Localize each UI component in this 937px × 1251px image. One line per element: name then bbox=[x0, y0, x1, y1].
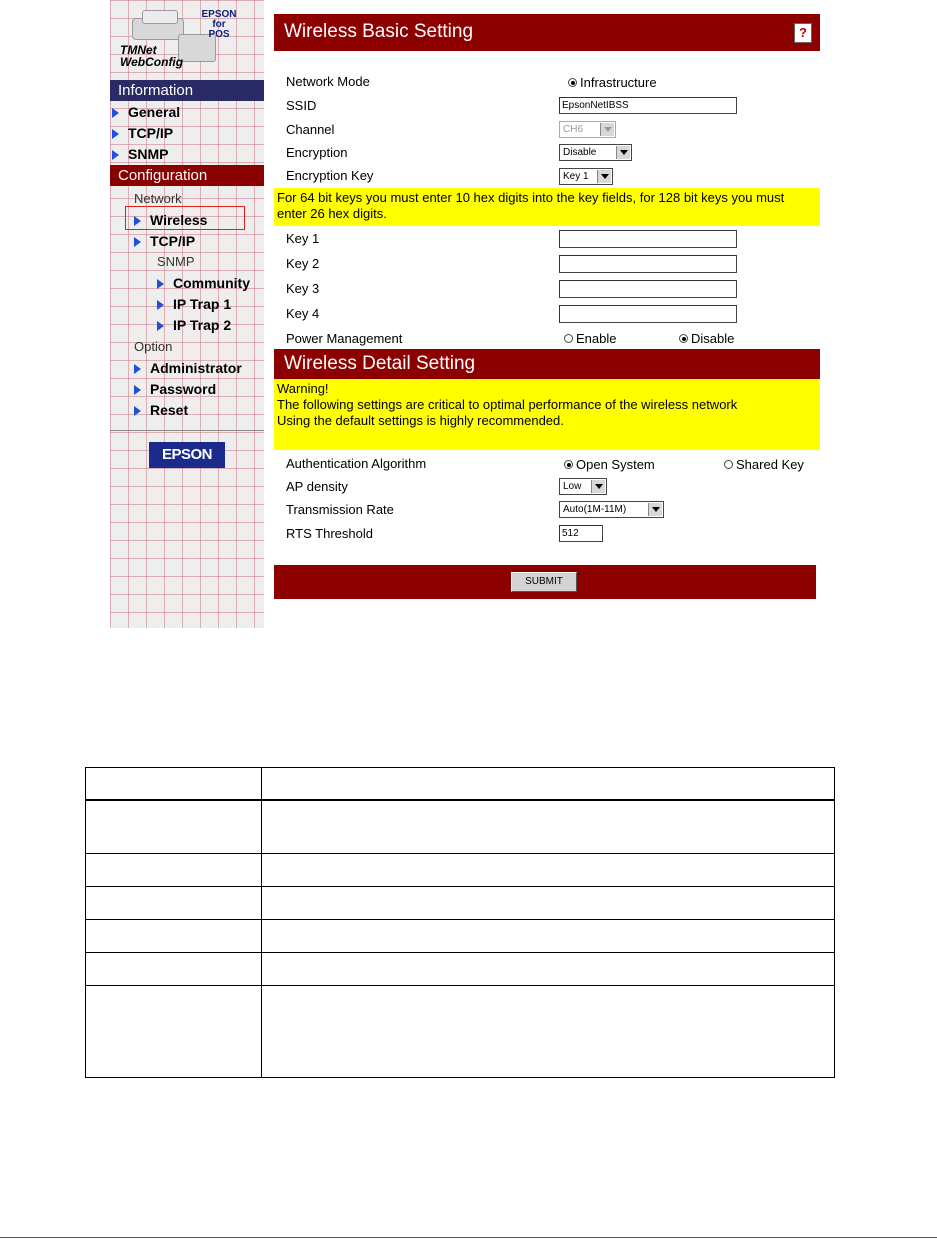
nav-arrow-icon bbox=[157, 300, 164, 310]
wireless-detail-banner: Wireless Detail Setting bbox=[274, 349, 820, 379]
sidebar-divider bbox=[110, 430, 264, 431]
ssid-input[interactable]: EpsonNetIBSS bbox=[559, 97, 737, 114]
page-title: Wireless Basic Setting bbox=[284, 21, 474, 42]
webconfig-screenshot bbox=[110, 0, 830, 628]
table-cell bbox=[262, 953, 835, 986]
power-disable-radio[interactable]: Disable bbox=[679, 331, 734, 347]
network-mode-label: Network Mode bbox=[286, 74, 370, 89]
dropdown-arrow-icon bbox=[648, 503, 662, 516]
table-cell bbox=[262, 920, 835, 953]
nav-arrow-icon bbox=[134, 216, 141, 226]
table-cell bbox=[86, 953, 262, 986]
auth-shared-key-radio[interactable]: Shared Key bbox=[724, 457, 804, 473]
nav-general[interactable]: General bbox=[112, 104, 180, 120]
table-cell bbox=[86, 986, 262, 1078]
epson-logo[interactable]: EPSON bbox=[149, 442, 225, 468]
nav-config-tcpip[interactable]: TCP/IP bbox=[134, 233, 195, 249]
nav-administrator[interactable]: Administrator bbox=[134, 360, 242, 376]
nav-arrow-icon bbox=[112, 108, 119, 118]
snmp-label: SNMP bbox=[157, 254, 195, 269]
encryption-label: Encryption bbox=[286, 145, 348, 160]
nav-arrow-icon bbox=[134, 364, 141, 374]
channel-label: Channel bbox=[286, 122, 335, 137]
network-mode-infrastructure-radio[interactable]: Infrastructure bbox=[568, 75, 657, 91]
network-label: Network bbox=[134, 191, 182, 206]
nav-arrow-icon bbox=[112, 129, 119, 139]
nav-arrow-icon bbox=[112, 150, 119, 160]
table-row bbox=[86, 986, 835, 1078]
settings-description-table bbox=[85, 767, 835, 1078]
power-enable-radio[interactable]: Enable bbox=[564, 331, 616, 347]
wireless-basic-banner bbox=[274, 14, 820, 51]
radio-unchecked-icon bbox=[564, 334, 573, 343]
warning-line: The following settings are critical to optimal performance of the wireless network bbox=[277, 397, 738, 412]
radio-checked-icon bbox=[568, 78, 577, 87]
nav-info-tcpip[interactable]: TCP/IP bbox=[112, 125, 173, 141]
table-cell bbox=[262, 768, 835, 800]
nav-reset[interactable]: Reset bbox=[134, 402, 188, 418]
information-header: Information bbox=[110, 80, 264, 101]
nav-community[interactable]: Community bbox=[157, 275, 250, 291]
table-cell bbox=[262, 986, 835, 1078]
ap-density-select[interactable]: Low bbox=[559, 478, 607, 495]
table-cell bbox=[86, 800, 262, 854]
nav-wireless[interactable]: Wireless bbox=[134, 212, 207, 228]
key2-input[interactable] bbox=[559, 255, 737, 273]
dropdown-arrow-icon bbox=[600, 123, 614, 136]
nav-ip-trap-2[interactable]: IP Trap 2 bbox=[157, 317, 231, 333]
nav-arrow-icon bbox=[134, 237, 141, 247]
radio-unchecked-icon bbox=[724, 460, 733, 469]
key4-label: Key 4 bbox=[286, 306, 320, 321]
table-cell bbox=[86, 768, 262, 800]
table-cell bbox=[86, 887, 262, 920]
key1-label: Key 1 bbox=[286, 231, 320, 246]
table-cell bbox=[262, 887, 835, 920]
help-icon[interactable]: ? bbox=[794, 23, 812, 43]
table-row bbox=[86, 887, 835, 920]
hex-digits-note: For 64 bit keys you must enter 10 hex digits into the key fields, for 128 bit keys you must enter 26 hex digits. bbox=[274, 188, 820, 226]
dropdown-arrow-icon bbox=[597, 170, 611, 183]
transmission-rate-select[interactable]: Auto(1M-11M) bbox=[559, 501, 664, 518]
nav-password[interactable]: Password bbox=[134, 381, 216, 397]
transmission-rate-label: Transmission Rate bbox=[286, 502, 394, 517]
radio-checked-icon bbox=[564, 460, 573, 469]
nav-arrow-icon bbox=[134, 385, 141, 395]
table-cell bbox=[86, 920, 262, 953]
table-header-row bbox=[86, 768, 835, 800]
key2-label: Key 2 bbox=[286, 256, 320, 271]
table-row bbox=[86, 953, 835, 986]
dropdown-arrow-icon bbox=[616, 146, 630, 159]
configuration-header: Configuration bbox=[110, 165, 264, 186]
nav-arrow-icon bbox=[157, 321, 164, 331]
radio-checked-icon bbox=[679, 334, 688, 343]
table-cell bbox=[262, 854, 835, 887]
warning-note bbox=[274, 379, 820, 450]
table-cell bbox=[262, 800, 835, 854]
table-cell bbox=[86, 854, 262, 887]
channel-select[interactable]: CH6 bbox=[559, 121, 616, 138]
table-row bbox=[86, 800, 835, 854]
dropdown-arrow-icon bbox=[591, 480, 605, 493]
ap-density-label: AP density bbox=[286, 479, 348, 494]
nav-info-snmp[interactable]: SNMP bbox=[112, 146, 168, 162]
rts-threshold-label: RTS Threshold bbox=[286, 526, 373, 541]
table-row bbox=[86, 920, 835, 953]
key4-input[interactable] bbox=[559, 305, 737, 323]
key3-label: Key 3 bbox=[286, 281, 320, 296]
auth-open-system-radio[interactable]: Open System bbox=[564, 457, 655, 473]
encryption-key-select[interactable]: Key 1 bbox=[559, 168, 613, 185]
tmnet-webconfig-logo: EPSON for POS TMNet WebConfig bbox=[120, 9, 237, 69]
ssid-label: SSID bbox=[286, 98, 317, 113]
encryption-select[interactable]: Disable bbox=[559, 144, 632, 161]
key3-input[interactable] bbox=[559, 280, 737, 298]
submit-button[interactable]: SUBMIT bbox=[511, 572, 577, 592]
sidebar bbox=[110, 0, 264, 628]
table-row bbox=[86, 854, 835, 887]
key1-input[interactable] bbox=[559, 230, 737, 248]
submit-bar bbox=[274, 565, 816, 599]
warning-line: Using the default settings is highly recommended. bbox=[277, 413, 564, 428]
nav-ip-trap-1[interactable]: IP Trap 1 bbox=[157, 296, 231, 312]
encryption-key-label: Encryption Key bbox=[286, 168, 374, 183]
rts-threshold-input[interactable]: 512 bbox=[559, 525, 603, 542]
power-management-label: Power Management bbox=[286, 331, 403, 346]
auth-algorithm-label: Authentication Algorithm bbox=[286, 456, 427, 471]
page-footer-rule bbox=[0, 1237, 937, 1238]
warning-line: Warning! bbox=[277, 381, 329, 396]
nav-arrow-icon bbox=[134, 406, 141, 416]
option-label: Option bbox=[134, 339, 173, 354]
nav-arrow-icon bbox=[157, 279, 164, 289]
